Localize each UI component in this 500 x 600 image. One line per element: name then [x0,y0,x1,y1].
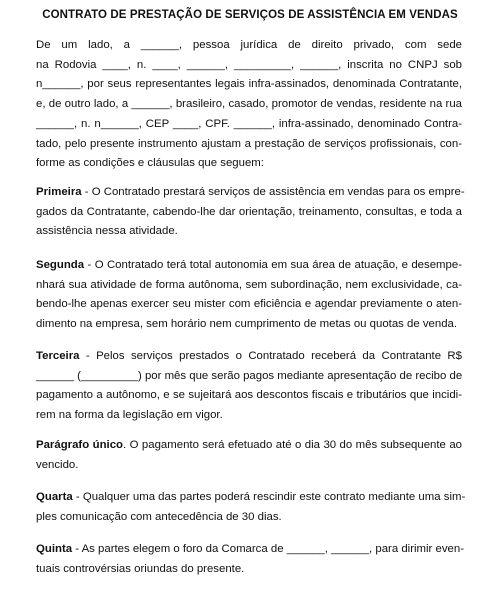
clause-heading: Primeira [36,186,82,198]
clause-text: - O Contratado prestará serviços de assistência em vendas para os empre- [81,186,465,198]
paragraph-line: nhará sua atividade de forma autônoma, sem subordinação, nem exclusividade, ca- [36,278,462,291]
clause-text: - Qualquer uma das partes poderá rescindir este contrato mediante uma sim- [72,491,466,503]
clause-heading: Segunda [36,259,85,271]
preamble-paragraph [36,36,462,174]
clause-heading: Quarta [36,491,73,503]
paragraph-line: rem na forma da legislação em vigor. [36,409,223,422]
paragraph-line: ______, n. n______, CEP ____, CPF. ______, infra-assinado, denominado Contra- [36,117,462,130]
paragraph-line: dimento na empresa, sem horário nem cumprimento de metas ou quotas de venda. [36,318,458,331]
paragraph-line [36,256,462,276]
clause-heading: Terceira [36,350,80,362]
clause-terceira [36,347,462,426]
clause-text: . O pagamento será efetuado até o dia 30 do mês subsequente ao [123,439,462,451]
paragraph-line [36,488,466,508]
paragraph-line: forme as condições e cláusulas que seguem: [36,157,264,170]
clause-quinta [36,540,465,579]
paragraph-line: assistência nessa atividade. [36,225,178,238]
paragraph-line: vencido. [36,458,79,471]
paragraph-line [36,436,462,456]
paragraph-line: De um lado, a ______, pessoa jurídica de direito privado, com sede [36,39,462,51]
paragraph-line: pagamento a autônomo, e se sujeitará aos descontos fiscais e tributários que incidi- [36,389,462,402]
paragraph-line: e, de outro lado, a ______, brasileiro, casado, promotor de vendas, residente na rua [36,98,462,111]
document-title: CONTRATO DE PRESTAÇÃO DE SERVIÇOS DE ASSISTÊNCIA EM VENDAS [42,9,458,21]
clause-paragrafo-unico [36,436,462,475]
clause-quarta [36,488,466,527]
clause-heading: Parágrafo único [36,439,123,451]
paragraph-line: gados da Contratante, cabendo-lhe dar orientação, treinamento, consultas, e toda a [36,205,462,218]
paragraph-line: bendo-lhe apenas exercer seu mister com eficiência e agendar previamente o aten- [36,298,462,311]
paragraph-line [36,183,465,203]
paragraph-line [36,540,465,560]
clause-primeira [36,183,465,242]
paragraph-line: ples comunicação com antecedência de 30 dias. [36,510,282,523]
clause-text: - Pelos serviços prestados o Contratado receberá da Contratante R$ [79,350,462,362]
clause-heading: Quinta [36,543,73,555]
paragraph-line: tado, pelo presente instrumento ajustam a prestação de serviços profissionais, con- [36,137,462,150]
paragraph-line: ______ (_________) por mês que serão pagos mediante apresentação de recibo de [36,369,463,382]
clause-segunda [36,256,462,335]
clause-text: - O Contratado terá total autonomia em sua área de atuação, e desempe- [84,259,462,271]
paragraph-line [36,347,462,367]
paragraph-line: na Rodovia ____, n. ____, ______, _________, ______, inscrita no CNPJ sob [36,58,462,71]
clause-text: - As partes elegem o foro da Comarca de ______, ______, para dirimir even- [72,543,465,555]
paragraph-line: n______, por seus representantes legais infra-assinados, denominada Contratante, [36,78,462,91]
paragraph-line: tuais controvérsias oriundas do presente. [36,562,245,575]
